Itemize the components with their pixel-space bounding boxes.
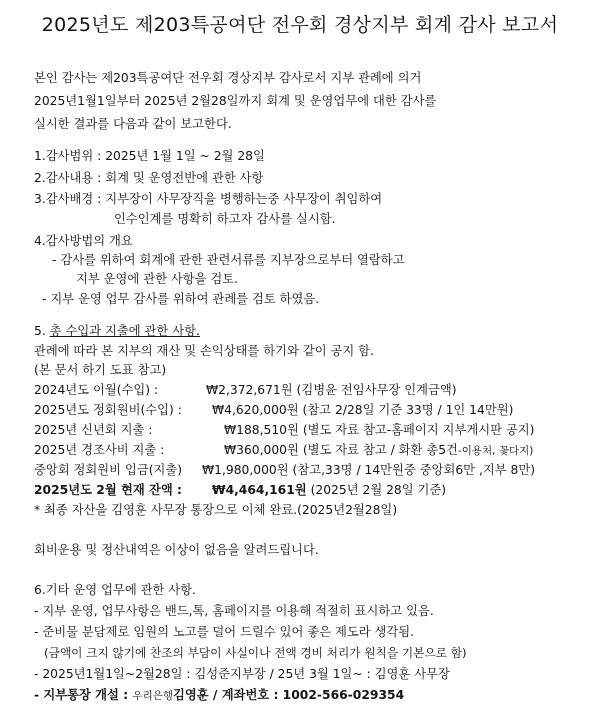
row-label: 2025년도 2월 현재 잔액 : bbox=[34, 483, 182, 497]
finance-row-balance bbox=[34, 482, 594, 498]
audit-method-1: - 감사를 위하여 회계에 관한 관련서류를 지부장으로부터 열람하고 bbox=[52, 253, 405, 267]
row-label: 2025년 경조사비 지출 : bbox=[34, 443, 165, 457]
row-label: 중앙회 정회원비 입금(지출) bbox=[34, 463, 183, 477]
finance-row bbox=[34, 442, 594, 458]
section6-line-1: - 지부 운영, 업무사항은 밴드,톡, 홈페이지를 이용해 적절히 표시하고 있음. bbox=[34, 604, 434, 618]
intro-line-2: 2025년1월1일부터 2025년 2월28일까지 회계 및 운영업무에 대한 감사를 bbox=[34, 94, 437, 108]
row-note: (참고,33명 / 14만원중 중앙회6만 ,지부 8만) bbox=[292, 463, 536, 477]
section6-line-3: (금액이 크지 않기에 찬조의 부담이 사실이나 전액 경비 처리가 원칙을 기본으로 함) bbox=[44, 646, 467, 660]
row-note: (참고 2/28일 기준 33명 / 1인 14만원) bbox=[302, 403, 514, 417]
intro-line-3: 실시한 결과를 다음과 같이 보고한다. bbox=[34, 117, 232, 131]
section6-line-4: - 2025년1월1일~2월28일 : 김성준지부장 / 25년 3월 1일~ : 김영훈 사무장 bbox=[34, 667, 450, 681]
section5-line-2: (본 문서 하기 도표 참고) bbox=[34, 363, 167, 377]
row-note-small: -이용처, 꽃다지) bbox=[457, 445, 534, 457]
row-amount: ₩4,464,161원 bbox=[212, 483, 307, 497]
section6-title: 6.기타 운영 업무에 관한 사항. bbox=[34, 583, 196, 597]
row-label: 2024년도 이월(수입) : bbox=[34, 383, 159, 397]
audit-background-2: 인수인계를 명확히 하고자 감사를 실시함. bbox=[114, 212, 336, 226]
row-amount: ₩1,980,000원 bbox=[202, 463, 289, 477]
section6-line-2: - 준비물 분담제로 임원의 노고를 덜어 드릴수 있어 좋은 제도라 생각됨. bbox=[34, 625, 415, 639]
audit-background-1: 3.감사배경 : 지부장이 사무장직을 병행하는중 사무장이 취임하여 bbox=[34, 192, 383, 206]
section5-title: 총 수입과 지출에 관한 사항. bbox=[49, 324, 200, 338]
audit-method-title: 4.감사방법의 개요 bbox=[34, 234, 133, 248]
section5-number: 5. bbox=[34, 324, 46, 338]
finance-row bbox=[34, 462, 594, 478]
finance-row bbox=[34, 402, 594, 418]
bank-account: 김영훈 / 계좌번호 : 1002-566-029354 bbox=[173, 688, 405, 702]
finance-row bbox=[34, 422, 594, 438]
bank-account-line bbox=[34, 687, 404, 704]
audit-method-3: - 지부 운영 업무 감사를 위하여 관례를 검토 하였음. bbox=[42, 292, 320, 306]
row-label: 2025년도 정회원비(수입) : bbox=[34, 403, 182, 417]
row-amount: ₩360,000원 bbox=[224, 443, 299, 457]
section5-heading bbox=[34, 323, 200, 339]
bank-name: 우리은행 bbox=[132, 690, 173, 702]
section5-line-1: 관례에 따라 본 지부의 재산 및 손익상태를 하기와 같이 공지 함. bbox=[34, 344, 374, 358]
audit-method-2: 지부 운영에 관한 사항을 검토. bbox=[76, 272, 239, 286]
row-amount: ₩4,620,000원 bbox=[212, 403, 299, 417]
row-note: (별도 자료 참고-홈페이지 지부게시판 공지) bbox=[302, 423, 535, 437]
document-title: 2025년도 제203특공여단 전우회 경상지부 회계 감사 보고서 bbox=[41, 14, 559, 36]
row-note: (2025년 2월 28일 기준) bbox=[310, 483, 447, 497]
row-note: (별도 자료 참고 / 화환 총5건 bbox=[302, 443, 458, 457]
row-amount: ₩188,510원 bbox=[224, 423, 299, 437]
row-amount: ₩2,372,671원 bbox=[206, 383, 293, 397]
finance-row bbox=[34, 382, 594, 398]
audit-content: 2.감사내용 : 회계 및 운영전반에 관한 사항 bbox=[34, 171, 264, 185]
audit-scope: 1.감사범위 : 2025년 1월 1일 ~ 2월 28일 bbox=[34, 149, 265, 163]
final-transfer-note: * 최종 자산을 김영훈 사무장 통장으로 이체 완료.(2025년2월28일) bbox=[34, 503, 398, 517]
row-note: (김병윤 전임사무장 인계금액) bbox=[296, 383, 457, 397]
conclusion-text: 회비운용 및 정산내역은 이상이 없음을 알려드립니다. bbox=[34, 543, 319, 557]
bank-prefix: - 지부통장 개설 : bbox=[34, 688, 129, 702]
intro-line-1: 본인 감사는 제203특공여단 전우회 경상지부 감사로서 지부 관례에 의거 bbox=[34, 71, 422, 85]
row-label: 2025년 신년회 지출 : bbox=[34, 423, 153, 437]
